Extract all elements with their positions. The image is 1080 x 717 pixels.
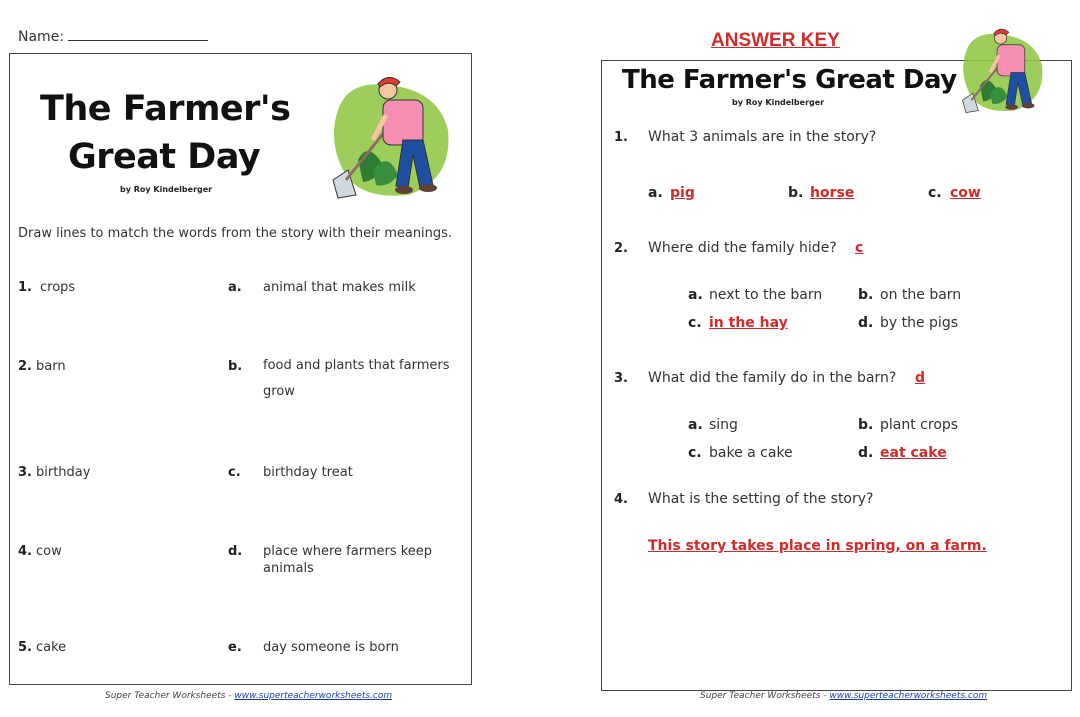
name-label: Name: (18, 29, 65, 45)
farmer-hoeing-clipart (328, 70, 458, 200)
option-answer: pig (670, 185, 695, 201)
option-text: bake a cake (709, 445, 793, 461)
meaning-letter: a. (228, 280, 242, 295)
word-number: 4. (18, 544, 32, 559)
option-answer: cow (950, 185, 981, 201)
footer-link[interactable]: www.superteacherworksheets.com (234, 691, 393, 701)
word-number: 5. (18, 640, 32, 655)
question-text: What did the family do in the barn? (648, 370, 897, 386)
option-letter: c. (688, 315, 702, 331)
name-field (18, 28, 208, 45)
match-word: birthday (36, 465, 91, 480)
footer-text: Super Teacher Worksheets - (700, 691, 830, 701)
option-text: plant crops (880, 417, 959, 433)
option-letter: c. (688, 445, 702, 461)
question-number: 4. (614, 492, 628, 507)
footer-right (700, 691, 987, 701)
meaning-letter: c. (228, 465, 241, 480)
option-letter: b. (858, 417, 874, 433)
instructions: Draw lines to match the words from the story with their meanings. (18, 226, 453, 241)
option-letter: d. (858, 445, 874, 461)
question-text: What 3 animals are in the story? (648, 129, 877, 145)
author-byline: by Roy Kindelberger (120, 185, 213, 194)
option-letter: c. (928, 185, 942, 201)
meaning-letter: e. (228, 640, 242, 655)
option-letter: a. (688, 417, 703, 433)
worksheet-title-line2: Great Day (68, 137, 261, 177)
option-letter: d. (858, 315, 874, 331)
option-text: by the pigs (880, 315, 959, 331)
option-text: on the barn (880, 287, 962, 303)
meaning-letter: b. (228, 359, 243, 374)
option-letter: b. (858, 287, 874, 303)
word-number: 2. (18, 359, 32, 374)
match-meaning: place where farmers keep animals (263, 544, 433, 576)
match-word: barn (36, 359, 66, 374)
match-word: crops (40, 280, 76, 295)
match-word: cake (36, 640, 67, 655)
question-text: Where did the family hide? (648, 240, 837, 256)
question-text: What is the setting of the story? (648, 491, 874, 507)
word-number: 1. (18, 280, 32, 295)
question-number: 1. (614, 130, 628, 145)
answer-key-title: The Farmer's Great Day (622, 65, 957, 95)
question-number: 3. (614, 371, 628, 386)
question-answer: c (855, 240, 864, 256)
option-letter: a. (688, 287, 703, 303)
author-byline: by Roy Kindelberger (732, 98, 825, 107)
option-text: sing (709, 417, 738, 433)
footer-left (105, 691, 392, 701)
meaning-letter: d. (228, 544, 243, 559)
worksheet-title-line1: The Farmer's (40, 89, 291, 129)
option-answer: eat cake (880, 445, 947, 461)
worksheet-matching (9, 53, 472, 685)
question-number: 2. (614, 241, 628, 256)
footer-text: Super Teacher Worksheets - (105, 691, 235, 701)
name-blank-line (68, 28, 208, 41)
farmer-hoeing-clipart (956, 24, 1052, 114)
question-answer: d (915, 370, 926, 386)
footer-link[interactable]: www.superteacherworksheets.com (829, 691, 988, 701)
option-answer: horse (810, 185, 855, 201)
option-letter: b. (788, 185, 804, 201)
option-letter: a. (648, 185, 663, 201)
option-answer: in the hay (709, 315, 788, 331)
option-text: next to the barn (709, 287, 823, 303)
answer-key-heading: ANSWER KEY (711, 30, 840, 51)
match-word: cow (36, 544, 62, 559)
match-meaning: day someone is born (263, 640, 399, 655)
word-number: 3. (18, 465, 32, 480)
question-answer: This story takes place in spring, on a farm. (648, 538, 987, 554)
worksheet-answer-key (601, 60, 1072, 691)
match-meaning: birthday treat (263, 465, 353, 480)
match-meaning: food and plants that farmers grow (263, 358, 450, 399)
match-meaning: animal that makes milk (263, 280, 416, 295)
